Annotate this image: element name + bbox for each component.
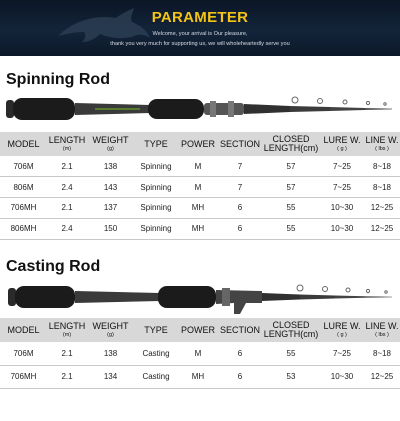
table-cell: 6 <box>218 365 262 388</box>
table-cell: 2.1 <box>47 198 87 219</box>
spinning-header-cell <box>178 132 218 156</box>
table-cell: 55 <box>262 198 320 219</box>
spinning-spec-table <box>0 132 400 240</box>
table-cell: 706M <box>0 342 47 365</box>
casting-header-label: LURE W. <box>323 320 361 331</box>
spinning-header-cell <box>262 132 320 156</box>
table-cell: 150 <box>87 218 134 239</box>
spinning-header-cell <box>320 132 364 156</box>
table-row <box>0 365 400 388</box>
casting-header-cell <box>364 318 400 342</box>
casting-header-cell <box>178 318 218 342</box>
spinning-header-label: LENGTH <box>48 134 86 145</box>
table-cell: 138 <box>87 156 134 177</box>
spinning-header-unit: (m) <box>62 145 72 152</box>
casting-header-unit: ( lbs ) <box>375 331 389 338</box>
table-cell: 143 <box>87 177 134 198</box>
casting-header-row <box>0 318 400 342</box>
spinning-header-cell <box>0 132 47 156</box>
table-cell: Casting <box>134 342 178 365</box>
table-row <box>0 177 400 198</box>
table-cell: 6 <box>218 342 262 365</box>
table-cell: MH <box>178 198 218 219</box>
casting-header-cell <box>262 318 320 342</box>
spinning-header-label: SECTION <box>219 138 260 149</box>
table-cell: 8~18 <box>364 177 400 198</box>
banner-title: PARAMETER <box>151 9 249 26</box>
table-cell: 55 <box>262 218 320 239</box>
table-row <box>0 198 400 219</box>
spinning-header-label: LURE W. <box>323 134 361 145</box>
table-cell: 806MH <box>0 218 47 239</box>
casting-header-cell <box>87 318 134 342</box>
casting-header-cell <box>320 318 364 342</box>
table-cell: 2.4 <box>47 177 87 198</box>
table-cell: Spinning <box>134 177 178 198</box>
casting-header-label: LENGTH <box>48 320 86 331</box>
table-cell: 10~30 <box>320 218 364 239</box>
casting-header-cell <box>47 318 87 342</box>
spinning-header-unit: (g) <box>107 145 114 152</box>
spinning-header-cell <box>134 132 178 156</box>
table-cell: 53 <box>262 365 320 388</box>
casting-header-cell <box>0 318 47 342</box>
table-row <box>0 218 400 239</box>
table-cell: 7~25 <box>320 156 364 177</box>
spinning-header-label: POWER <box>180 138 215 149</box>
table-cell: 8~18 <box>364 156 400 177</box>
table-cell: Spinning <box>134 218 178 239</box>
casting-header-label: WEIGHT <box>92 320 129 331</box>
table-row <box>0 342 400 365</box>
banner-subtitle-2: thank you very much for supporting us, we will wholeheartedly serve you <box>110 41 290 47</box>
casting-header-label: SECTION <box>219 324 260 335</box>
table-cell: 806M <box>0 177 47 198</box>
table-cell: 12~25 <box>364 198 400 219</box>
table-cell: Spinning <box>134 156 178 177</box>
table-cell: 2.1 <box>47 156 87 177</box>
spinning-header-cell <box>47 132 87 156</box>
spinning-header-cell <box>364 132 400 156</box>
spinning-header-unit: ( lbs ) <box>375 145 389 152</box>
banner-subtitle-1: Welcome, your arrival is Our pleasure, <box>152 31 248 37</box>
table-cell: 7 <box>218 177 262 198</box>
table-cell: 12~25 <box>364 218 400 239</box>
table-cell: 57 <box>262 156 320 177</box>
table-cell: 6 <box>218 218 262 239</box>
spinning-header-label: WEIGHT <box>92 134 129 145</box>
casting-header-cell <box>218 318 262 342</box>
table-cell: 57 <box>262 177 320 198</box>
table-row <box>0 156 400 177</box>
table-cell: 10~30 <box>320 198 364 219</box>
table-cell: M <box>178 342 218 365</box>
casting-header-label: LINE W. <box>365 320 399 331</box>
table-cell: M <box>178 177 218 198</box>
casting-header-unit: (g) <box>107 331 114 338</box>
table-cell: 706MH <box>0 365 47 388</box>
casting-spec-table <box>0 318 400 389</box>
table-cell: 138 <box>87 342 134 365</box>
table-cell: Casting <box>134 365 178 388</box>
table-cell: 706MH <box>0 198 47 219</box>
casting-header-cell <box>134 318 178 342</box>
table-cell: 12~25 <box>364 365 400 388</box>
spinning-table-body <box>0 156 400 239</box>
table-cell: 7~25 <box>320 342 364 365</box>
table-cell: 134 <box>87 365 134 388</box>
casting-header-label: TYPE <box>144 324 168 335</box>
table-cell: Spinning <box>134 198 178 219</box>
spinning-header-label: CLOSED LENGTH(cm) <box>263 134 319 153</box>
table-cell: 7~25 <box>320 177 364 198</box>
parameter-banner <box>0 0 400 56</box>
casting-header-unit: ( g ) <box>337 331 347 338</box>
table-cell: 2.4 <box>47 218 87 239</box>
table-cell: MH <box>178 365 218 388</box>
casting-header-label: MODEL <box>7 324 40 335</box>
table-cell: 8~18 <box>364 342 400 365</box>
spinning-header-cell <box>87 132 134 156</box>
table-cell: 137 <box>87 198 134 219</box>
casting-header-unit: (m) <box>62 331 72 338</box>
spinning-header-label: TYPE <box>144 138 168 149</box>
casting-rod-title: Casting Rod <box>6 258 101 275</box>
spinning-rod-title: Spinning Rod <box>6 71 110 88</box>
table-cell: 10~30 <box>320 365 364 388</box>
spinning-header-row <box>0 132 400 156</box>
table-cell: 6 <box>218 198 262 219</box>
casting-header-label: CLOSED LENGTH(cm) <box>263 320 319 339</box>
table-cell: 55 <box>262 342 320 365</box>
casting-table-body <box>0 342 400 388</box>
table-cell: 706M <box>0 156 47 177</box>
table-cell: M <box>178 156 218 177</box>
spinning-header-unit: ( g ) <box>337 145 347 152</box>
table-cell: MH <box>178 218 218 239</box>
spinning-header-label: MODEL <box>7 138 40 149</box>
spinning-rod-image <box>0 88 400 128</box>
casting-rod-image <box>0 276 400 320</box>
casting-header-label: POWER <box>180 324 215 335</box>
table-cell: 2.1 <box>47 342 87 365</box>
spinning-header-cell <box>218 132 262 156</box>
spinning-header-label: LINE W. <box>365 134 399 145</box>
table-cell: 7 <box>218 156 262 177</box>
table-cell: 2.1 <box>47 365 87 388</box>
